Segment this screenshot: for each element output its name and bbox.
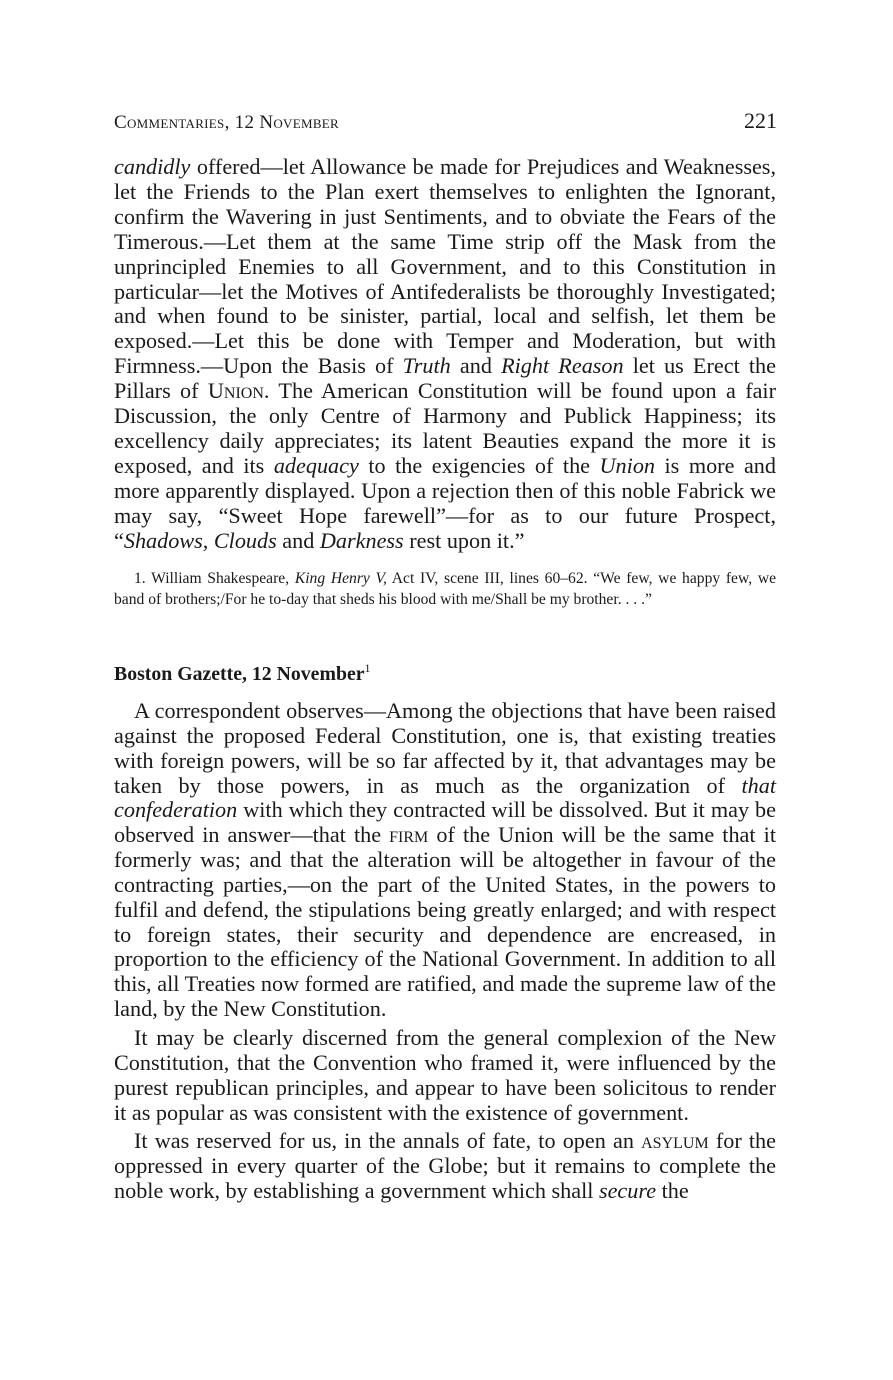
italic-text: adequacy (273, 452, 359, 478)
body-text: rest upon it.” (403, 527, 525, 553)
page-header (114, 108, 777, 138)
body-text: . The American Constitution will be found upon a fair Discussion, the only Centre of Harmony and Publick Happiness; its excellency daily appreciates; its latent Beauties expand the more it is exposed, and its (114, 378, 776, 478)
article-paragraph (114, 1129, 776, 1204)
body-text: offered—let Allowance be made for Prejudices and Weaknesses, let the Friends to the Plan exert themselves to enlighten the Ignorant, confirm the Wavering in just Sentiments, and to obviate the Fears of the Timerous.—Let them at the same Time strip off the Mask from the unprincipled Enemies to all Government, and to this Constitution in particular—let the Motives of Antifederalists be thoroughly Investigated; and when found to be sinister, partial, local and selfish, let them be exposed.—Let this be done with Temper and Moderation, but with Firmness.—Upon the Basis of (114, 154, 776, 379)
italic-text: Darkness (319, 527, 404, 553)
body-text: the (656, 1178, 689, 1204)
small-caps-text: Union (207, 378, 264, 404)
body-text: It was reserved for us, in the annals of fate, to open an (134, 1128, 642, 1154)
continued-paragraph (114, 155, 776, 554)
body-text: and (450, 353, 502, 379)
running-head: Commentaries, 12 November (114, 112, 339, 133)
italic-text: secure (598, 1178, 657, 1204)
small-caps-text: firm (389, 822, 429, 848)
page-number: 221 (744, 108, 777, 133)
footnote-italic: King Henry V, (294, 570, 387, 587)
body-text: is more and more apparently displayed. Upon a rejection then of this noble Fabrick we may say, “Sweet Hope farewell”—for as to our future Prospect, “ (114, 452, 776, 553)
body-text: let us Erect the Pillars of (114, 353, 776, 404)
body-text: of the Union will be the same that it formerly was; and that the alteration will be altogether in favour of the contracting parties,—on the part of the United States, in the powers to fulfil and defend, the stipulations being greatly enlarged; and with respect to foreign states, their security and dependence are encreased, in proportion to the efficiency of the National Government. In addition to all this, all Treaties now formed are ratified, and made the supreme law of the land, by the New Constitution. (114, 822, 776, 1022)
footnote-text (114, 569, 776, 611)
section-title-text: Boston Gazette, 12 November (114, 663, 365, 685)
footnote-marker: 1 (364, 661, 371, 675)
footnote-part: 1. William Shakespeare, (134, 570, 295, 587)
italic-text: Union (599, 452, 655, 478)
body-text: and (276, 527, 320, 553)
body-text: It may be clearly discerned from the general complexion of the New Constitution, that the Convention who framed it, were influenced by the purest republican principles, and appear to have been solicitous to render it as popular as was consistent with the existence of government. (114, 1024, 776, 1125)
italic-text: Right Reason (501, 353, 624, 379)
body-paragraph (114, 155, 776, 554)
body-text: for the oppressed in every quarter of the Globe; but it remains to complete the noble work, by establishing a government which shall (114, 1128, 776, 1204)
section-heading (114, 663, 371, 686)
small-caps-text: asylum (641, 1128, 709, 1154)
body-text: to the exigencies of the (358, 452, 600, 478)
article-paragraph (114, 1026, 776, 1125)
footnote (114, 569, 776, 611)
italic-text: candidly (114, 154, 191, 179)
body-text: with which they contracted will be dissolved. But it may be observed in answer—that the (114, 797, 776, 848)
article-paragraph (114, 699, 776, 1022)
italic-text: that confederation (114, 772, 776, 823)
footnote-part: Act IV, scene III, lines 60–62. “We few, we happy few, we band of brothers;/For he to-day that sheds his blood with me/Shall be my brother. . . .” (114, 570, 776, 608)
italic-text: Truth (402, 353, 451, 379)
italic-text: Shadows, Clouds (123, 527, 277, 553)
article-body (114, 699, 776, 1204)
body-text: A correspondent observes—Among the objections that have been raised against the proposed Federal Constitution, one is, that existing treaties with foreign powers, will be so far affected by it, that advantages may be taken by those powers, in as much as the organization of (114, 698, 776, 798)
